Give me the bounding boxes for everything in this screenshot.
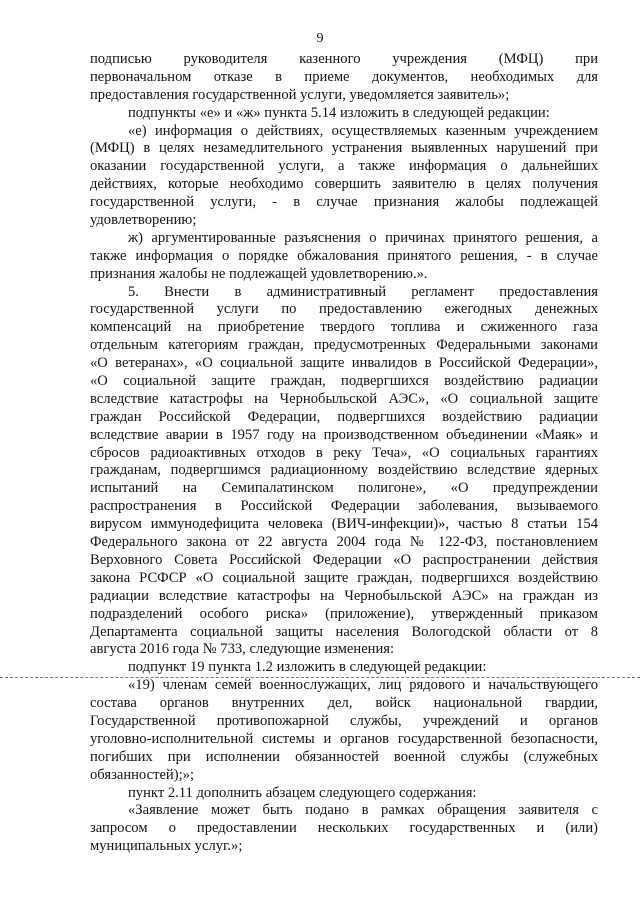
- text-line: радиации вследствие катастрофы на Чернобыльской АЭС» на граждан из: [90, 587, 598, 604]
- text-line: пункт 2.11 дополнить абзацем следующего содержания:: [128, 784, 477, 801]
- text-line: «Заявление может быть подано в рамках обращения заявителя с: [128, 802, 598, 819]
- text-line: компенсаций на приобретение твердого топлива и сжиженного газа: [90, 319, 598, 336]
- text-line: «О ветеранах», «О социальной защите инвалидов в Российской Федерации»,: [90, 355, 598, 372]
- text-line: Верховного Совета Российской Федерации «О распространении действия: [90, 551, 598, 568]
- text-line: «О социальной защите граждан, подвергшихся воздействию радиации: [90, 373, 598, 390]
- text-line: подпункты «е» и «ж» пункта 5.14 изложить в следующей редакции:: [128, 104, 550, 121]
- text-line: погибших при исполнении обязанностей военной службы (служебных: [90, 748, 598, 765]
- text-line: 5. Внести в административный регламент предоставления: [128, 283, 598, 300]
- text-line: гражданам, подвергшимся радиационному воздействию вследствие ядерных: [90, 462, 598, 479]
- text-line: также информация о порядке обжалования принятого решения, - в случае: [90, 247, 598, 264]
- text-line: Федерального закона от 22 августа 2004 года № 122-ФЗ, постановлением: [90, 534, 598, 551]
- text-line: подразделений особого риска» (приложение), утвержденный приказом: [90, 605, 598, 622]
- text-line: вследствие катастрофы на Чернобыльской АЭС», «О социальной защите: [90, 390, 598, 407]
- text-line: обязанностей);»;: [90, 766, 195, 783]
- text-line: граждан Российской Федерации, подвергшихся воздействию радиации: [90, 408, 598, 425]
- text-line: состава органов внутренних дел, войск национальной гвардии,: [90, 695, 598, 712]
- text-line: Департамента социальной защиты населения Вологодской области от 8: [90, 623, 598, 640]
- text-line: муниципальных услуг.»;: [90, 838, 243, 855]
- text-line: Государственной противопожарной службы, учреждений и органов: [90, 712, 598, 729]
- document-body: [90, 51, 598, 856]
- page-number: 9: [316, 31, 324, 46]
- text-line: сбросов радиоактивных отходов в реку Теча», «О социальных гарантиях: [90, 444, 598, 461]
- text-line: признания жалобы не подлежащей удовлетворению.».: [90, 265, 428, 282]
- text-line: (МФЦ) в целях незамедлительного устранения выявленных нарушений при: [90, 140, 598, 157]
- text-line: подпункт 19 пункта 1.2 изложить в следующей редакции:: [128, 659, 487, 676]
- text-line: закона РСФСР «О социальной защите граждан, подвергшихся воздействию: [90, 569, 598, 586]
- text-line: августа 2016 года № 733, следующие изменения:: [90, 641, 395, 658]
- text-line: распространения в Российской Федерации заболевания, вызываемого: [90, 498, 598, 515]
- text-line: предоставления государственной услуги, уведомляется заявитель»;: [90, 86, 510, 103]
- text-line: отдельным категориям граждан, предусмотренных Федеральными законами: [90, 337, 598, 354]
- text-line: подписью руководителя казенного учреждения (МФЦ) при: [90, 51, 598, 67]
- text-line: вследствие аварии в 1957 году на производственном объединении «Маяк» и: [90, 426, 598, 443]
- text-line: запросом о предоставлении нескольких государственных и (или): [90, 820, 598, 837]
- text-line: вирусом иммунодефицита человека (ВИЧ-инфекции)», частью 8 статьи 154: [90, 516, 598, 533]
- text-line: «е) информация о действиях, осуществляемых казенным учреждением: [128, 122, 598, 139]
- text-line: оказании государственной услуги, а также информация о дальнейших: [90, 158, 598, 175]
- text-line: государственной услуги по предоставлению ежегодных денежных: [90, 301, 598, 318]
- text-line: испытаний на Семипалатинском полигоне», «О предупреждении: [90, 480, 598, 497]
- text-line: «19) членам семей военнослужащих, лиц рядового и начальствующего: [128, 677, 598, 694]
- text-line: действиях, которые необходимо совершить заявителю в целях получения: [90, 176, 598, 193]
- text-line: государственной услуги, - в случае признания жалобы подлежащей: [90, 194, 598, 211]
- text-line: уголовно-исполнительной системы и органов государственной безопасности,: [90, 730, 598, 747]
- text-line: ж) аргументированные разъяснения о причинах принятого решения, а: [128, 229, 598, 246]
- text-line: удовлетворению;: [90, 212, 197, 229]
- text-line: первоначальном отказе в приеме документов, необходимых для: [90, 68, 598, 85]
